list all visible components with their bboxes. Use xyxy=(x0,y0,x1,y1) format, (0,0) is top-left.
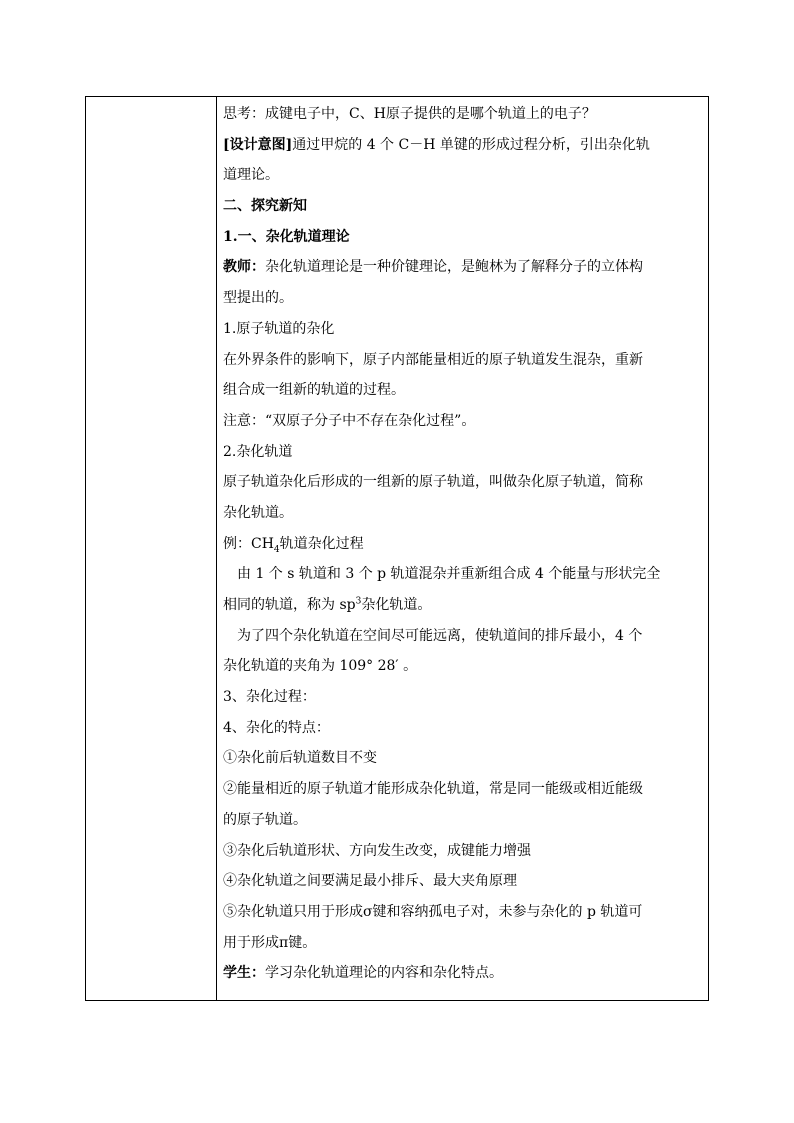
example-prefix: 例：CH xyxy=(223,535,274,552)
subsection-heading: 1.一、杂化轨道理论 xyxy=(223,228,350,245)
heading-process: 3、杂化过程： xyxy=(223,689,316,706)
student-line xyxy=(223,958,708,989)
design-intent-line1 xyxy=(223,130,708,161)
note-line: 注意：“双原子分子中不存在杂化过程”。 xyxy=(223,412,476,429)
section-heading: 二、探究新知 xyxy=(223,198,307,215)
feature-3: ③杂化后轨道形状、方向发生改变，成键能力增强 xyxy=(223,842,531,859)
design-intent-text: 通过甲烷的 4 个 C－H 单键的形成过程分析，引出杂化轨 xyxy=(292,136,650,153)
lesson-table xyxy=(85,96,709,1001)
example-line xyxy=(223,529,708,560)
definition-line1: 在外界条件的影响下，原子内部能量相近的原子轨道发生混杂，重新 xyxy=(223,351,643,368)
teacher-line2: 型提出的。 xyxy=(223,290,293,307)
teacher-line1 xyxy=(223,252,708,283)
sp3-line2 xyxy=(223,590,708,621)
sp3-superscript: 3 xyxy=(355,596,362,607)
sp3-prefix: 相同的轨道，称为 sp xyxy=(223,597,356,613)
student-label: 学生： xyxy=(223,965,265,982)
feature-1: ①杂化前后轨道数目不变 xyxy=(223,750,377,767)
content-cell xyxy=(217,97,708,1000)
feature-5-line2: 用于形成π键。 xyxy=(223,934,317,951)
heading-features: 4、杂化的特点： xyxy=(223,719,330,736)
design-intent-label: [设计意图] xyxy=(223,136,293,153)
sp3-suffix: 杂化轨道。 xyxy=(361,597,432,613)
teacher-label: 教师： xyxy=(223,259,265,276)
heading-orbital-hybridization: 1.原子轨道的杂化 xyxy=(223,320,335,337)
angle-line1: 为了四个杂化轨道在空间尽可能远离，使轨道间的排斥最小，4 个 xyxy=(237,627,643,644)
left-cell xyxy=(86,97,217,1000)
feature-2-line2: 的原子轨道。 xyxy=(223,811,307,828)
teacher-text: 杂化轨道理论是一种价键理论，是鲍林为了解释分子的立体构 xyxy=(265,259,643,276)
design-intent-line2: 道理论。 xyxy=(223,167,279,184)
sp3-line1: 由 1 个 s 轨道和 3 个 p 轨道混杂并重新组合成 4 个能量与形状完全 xyxy=(237,566,661,583)
feature-4: ④杂化轨道之间要满足最小排斥、最大夹角原理 xyxy=(223,873,517,890)
example-subscript: 4 xyxy=(273,544,280,555)
definition-line2: 组合成一组新的轨道的过程。 xyxy=(223,382,405,399)
hybrid-def-line1: 原子轨道杂化后形成的一组新的原子轨道，叫做杂化原子轨道，简称 xyxy=(223,474,643,491)
thinking-question: 思考：成键电子中，C、H原子提供的是哪个轨道上的电子？ xyxy=(223,106,596,122)
feature-2-line1: ②能量相近的原子轨道才能形成杂化轨道，常是同一能级或相近能级 xyxy=(223,781,643,798)
example-suffix: 轨道杂化过程 xyxy=(279,535,364,552)
hybrid-def-line2: 杂化轨道。 xyxy=(223,504,293,521)
angle-line2: 杂化轨道的夹角为 109° 28′ 。 xyxy=(223,658,418,675)
student-text: 学习杂化轨道理论的内容和杂化特点。 xyxy=(265,965,503,982)
feature-5-line1: ⑤杂化轨道只用于形成σ键和容纳孤电子对，未参与杂化的 p 轨道可 xyxy=(223,903,643,920)
heading-hybrid-orbital: 2.杂化轨道 xyxy=(223,443,293,460)
